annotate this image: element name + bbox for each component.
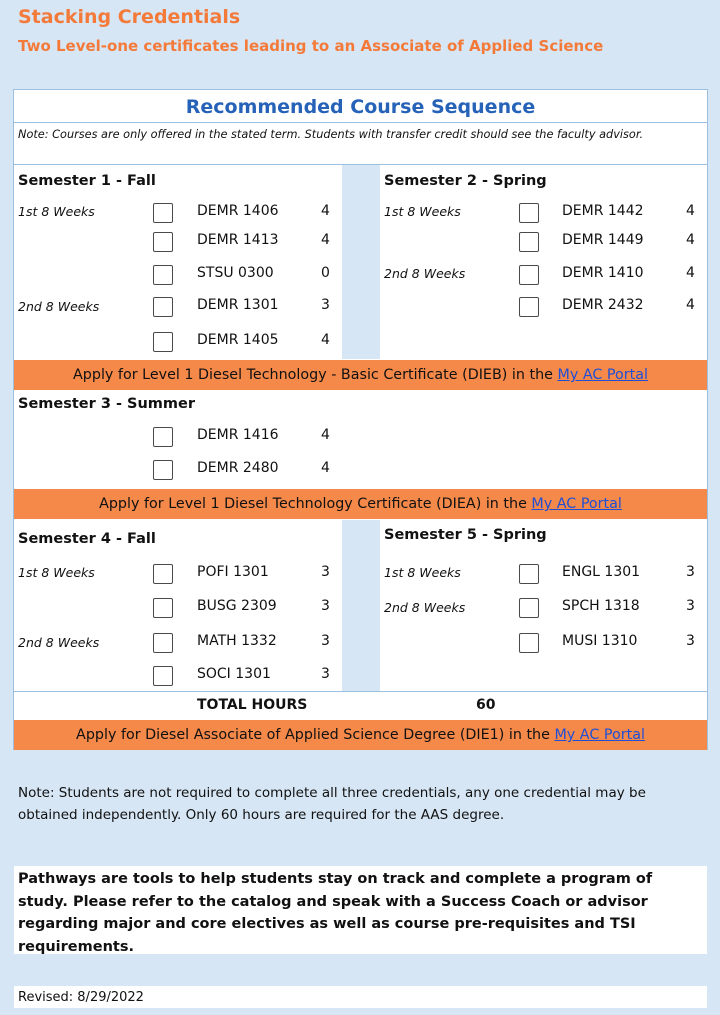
- course-code: STSU 0300: [197, 265, 274, 281]
- course-code: DEMR 1406: [197, 203, 279, 219]
- course-checkbox[interactable]: [153, 332, 173, 352]
- course-checkbox[interactable]: [519, 297, 539, 317]
- course-hours: 4: [686, 232, 695, 248]
- course-hours: 3: [321, 666, 330, 682]
- course-checkbox[interactable]: [153, 203, 173, 223]
- course-hours: 3: [321, 633, 330, 649]
- divider: [14, 691, 707, 692]
- week-label: 2nd 8 Weeks: [18, 299, 100, 314]
- course-checkbox[interactable]: [519, 232, 539, 252]
- course-code: DEMR 1301: [197, 297, 279, 313]
- course-hours: 4: [321, 460, 330, 476]
- revised-date: Revised: 8/29/2022: [18, 990, 144, 1005]
- course-hours: 4: [321, 203, 330, 219]
- apply-text: Apply for Level 1 Diesel Technology Certificate (DIEA) in the: [99, 496, 532, 512]
- apply-degree-bar: [14, 720, 707, 750]
- sequence-title: Recommended Course Sequence: [14, 90, 707, 123]
- course-code: DEMR 2432: [562, 297, 644, 313]
- semester-2-heading: Semester 2 - Spring: [384, 173, 547, 189]
- semester-3-heading: Semester 3 - Summer: [18, 396, 195, 412]
- course-code: MUSI 1310: [562, 633, 638, 649]
- week-label: 1st 8 Weeks: [384, 204, 461, 219]
- course-hours: 4: [686, 203, 695, 219]
- course-code: SOCI 1301: [197, 666, 271, 682]
- course-hours: 4: [686, 265, 695, 281]
- semester-1-heading: Semester 1 - Fall: [18, 173, 156, 189]
- apply-basic-certificate-bar: [14, 360, 707, 390]
- course-checkbox[interactable]: [153, 598, 173, 618]
- course-code: DEMR 1413: [197, 232, 279, 248]
- credentials-note: Note: Students are not required to complete all three credentials, any one credential may be obtained independently. Only 60 hours are required for the AAS degree.: [18, 785, 646, 823]
- apply-text: Apply for Diesel Associate of Applied Science Degree (DIE1) in the: [76, 727, 555, 743]
- page-title: Stacking Credentials: [18, 6, 241, 28]
- course-hours: 3: [321, 564, 330, 580]
- course-checkbox[interactable]: [519, 633, 539, 653]
- week-label: 2nd 8 Weeks: [18, 635, 100, 650]
- week-label: 2nd 8 Weeks: [384, 266, 466, 281]
- column-gap: [342, 520, 380, 691]
- week-label: 2nd 8 Weeks: [384, 600, 466, 615]
- total-hours-value: 60: [476, 697, 496, 713]
- course-checkbox[interactable]: [153, 460, 173, 480]
- semester-4-heading: Semester 4 - Fall: [18, 531, 156, 547]
- course-code: DEMR 2480: [197, 460, 279, 476]
- course-hours: 4: [686, 297, 695, 313]
- pathways-notice: Pathways are tools to help students stay on track and complete a program of study. Please refer to the catalog and speak with a Success Coach or advisor regarding major and core electives as well as course pre-requisites and TSI requirements.: [14, 866, 707, 954]
- course-checkbox[interactable]: [153, 633, 173, 653]
- course-checkbox[interactable]: [153, 666, 173, 686]
- course-hours: 3: [686, 633, 695, 649]
- course-hours: 4: [321, 332, 330, 348]
- course-sequence-card: [13, 89, 708, 750]
- course-code: POFI 1301: [197, 564, 269, 580]
- week-label: 1st 8 Weeks: [384, 565, 461, 580]
- week-label: 1st 8 Weeks: [18, 565, 95, 580]
- course-code: DEMR 1405: [197, 332, 279, 348]
- course-code: SPCH 1318: [562, 598, 640, 614]
- course-code: BUSG 2309: [197, 598, 277, 614]
- course-hours: 3: [321, 297, 330, 313]
- my-ac-portal-link[interactable]: My AC Portal: [554, 727, 645, 743]
- course-code: DEMR 1442: [562, 203, 644, 219]
- course-hours: 3: [686, 564, 695, 580]
- course-checkbox[interactable]: [519, 564, 539, 584]
- course-checkbox[interactable]: [153, 427, 173, 447]
- course-code: MATH 1332: [197, 633, 277, 649]
- course-checkbox[interactable]: [519, 598, 539, 618]
- course-code: DEMR 1449: [562, 232, 644, 248]
- course-hours: 4: [321, 427, 330, 443]
- course-checkbox[interactable]: [153, 232, 173, 252]
- apply-certificate-bar: [14, 489, 707, 519]
- course-code: ENGL 1301: [562, 564, 641, 580]
- course-checkbox[interactable]: [519, 265, 539, 285]
- course-checkbox[interactable]: [153, 564, 173, 584]
- total-hours-label: TOTAL HOURS: [197, 697, 308, 713]
- column-gap: [342, 165, 380, 359]
- course-code: DEMR 1410: [562, 265, 644, 281]
- course-checkbox[interactable]: [153, 297, 173, 317]
- course-hours: 3: [686, 598, 695, 614]
- course-hours: 0: [321, 265, 330, 281]
- apply-text: Apply for Level 1 Diesel Technology - Basic Certificate (DIEB) in the: [73, 367, 558, 383]
- my-ac-portal-link[interactable]: My AC Portal: [557, 367, 648, 383]
- course-hours: 4: [321, 232, 330, 248]
- my-ac-portal-link[interactable]: My AC Portal: [531, 496, 622, 512]
- week-label: 1st 8 Weeks: [18, 204, 95, 219]
- sequence-note: Note: Courses are only offered in the stated term. Students with transfer credit should see the faculty advisor.: [18, 128, 644, 141]
- course-checkbox[interactable]: [153, 265, 173, 285]
- semester-5-heading: Semester 5 - Spring: [384, 527, 547, 543]
- page-subtitle: Two Level-one certificates leading to an Associate of Applied Science: [18, 37, 604, 55]
- course-code: DEMR 1416: [197, 427, 279, 443]
- course-checkbox[interactable]: [519, 203, 539, 223]
- course-hours: 3: [321, 598, 330, 614]
